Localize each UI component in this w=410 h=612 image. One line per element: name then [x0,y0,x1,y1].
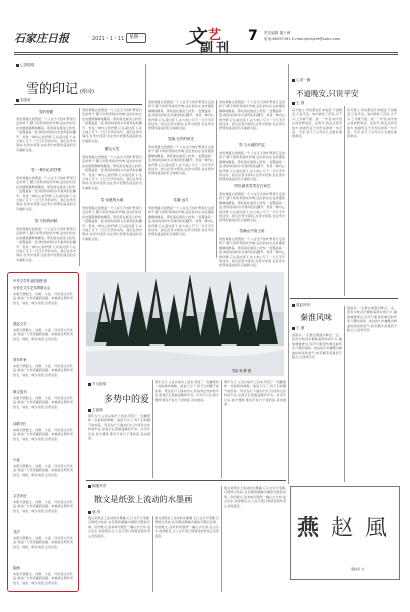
section-tag-mid-2: 翰墨丹青 [88,484,106,489]
article-title-right: 不道晚安,只说平安 [296,88,358,99]
mid2-col-3 [224,486,286,592]
col-divider [344,306,345,482]
body-text: 散文是纸张上流动的水墨画,它以文字为笔墨,以情感为色彩,在有限的篇幅中描绘无限的意境。好的散文,读来如同观赏一幅山水长卷,远山近水,浓淡相宜,让人在字里行间感受到作者心灵的温度。 [224,486,286,590]
body-text: 到南京,一定要去秦淮河畔走一走。夜色中的河水倒映着两岸的灯火,画舫缓缓驶过,桨声灯影里仿佛还能听见六朝的余韵。街边的小吃摊飘出鸭血粉丝汤的香气,桂花糖芋苗甜而不腻,让人回味无穷。 [347,306,397,478]
section-tag-mid: 岁月留痕 [88,382,106,387]
article-title-left: 雪的印记 (组诗) [26,78,94,97]
subhead-7: 雪落·远方 [148,198,214,203]
snow-forest-image [86,272,284,376]
sidebar-text: 本版刊登散文、诗歌、小说、评论等文学作品,欢迎广大作者踊跃投稿。来稿请注明作者姓名、地址、联系电话,文责自负。 [13,292,73,318]
mid-article-col-1 [88,414,150,478]
sidebar-text: 本版刊登散文、诗歌、小说、评论等文学作品,欢迎广大作者踊跃投稿。来稿请注明作者姓名、地址、联系电话,文责自负。 [13,364,73,386]
mid-col-1 [148,100,214,260]
sidebar-line: 小说 [13,457,73,462]
page-number: 7 [248,28,258,44]
body-text: 雪的骨骼让我想起一个人在冬天的旷野里行走的样子,脚下的积雪咯吱作响,远处的村庄在炊烟里静静地睡着。那些落在屋顶上的雪,一层覆盖着一层,像是时间的书页被风轻轻翻开。雪是一种内心的抒情,它从高处落下,在大地上写下一行行无声的诗句。我们在雪中等待,在雪中回望,也在雪中把那些遥远的名字重新念起。 [219,100,285,140]
body-text: 雪的骨骼让我想起一个人在冬天的旷野里行走的样子,脚下的积雪咯吱作响,远处的村庄在炊烟里静静地睡着。那些落在屋顶上的雪,一层覆盖着一层,像是时间的书页被风轻轻翻开。雪是一种内心的抒情,它从高处落下,在大地上写下一行行无声的诗句。我们在雪中等待,在雪中回望,也在雪中把那些遥远的名字重新念起。 [82,108,142,144]
section-tag-left: 心香绵绵 [16,63,34,68]
contact-line: 电话:86597161 E-mail:sjzrbjzhf@sohu.com [264,37,340,42]
sidebar-text: 本版刊登散文、诗歌、小说、评论等文学作品,欢迎广大作者踊跃投稿。来稿请注明作者姓名、地址、联系电话,文责自负。 [13,428,73,454]
col-divider [152,380,153,478]
col-divider [152,516,153,592]
page-logo [186,22,242,54]
mid2-col-2 [155,516,219,592]
subhead-8: 雪·与大地的约定 [219,143,285,148]
sidebar-line: 散文选刊 [13,389,73,394]
sidebar-text: 本版刊登散文、诗歌、小说、评论等文学作品,欢迎广大作者踊跃投稿。来稿请注明作者姓名、地址、联系电话,文责自负。 [13,396,73,418]
article-title-mid-2: 散文是纸张上流动的水墨画 [94,494,192,505]
sidebar-text: 本版刊登散文、诗歌、小说、评论等文学作品,欢迎广大作者踊跃投稿。来稿请注明作者姓名、地址、联系电话,文责自负。 [13,500,73,526]
sidebar-text: 本版刊登散文、诗歌、小说、评论等文学作品,欢迎广大作者踊跃投稿。来稿请注明作者姓名、地址、联系电话,文责自负。 [13,464,73,490]
body-text: 每天晚上,母亲都会打来电话,不说晚安,只说平安。她问我吃了没有,冷不冷,工作累不累。我一一作答,她才放心地挂断电话。这些年,我走过很多地方,却始终走不出母亲的那一句平安。平安,是天下父母对儿女最朴素的牵挂。 [347,108,397,294]
issue-date: 2021・1・11 [92,35,124,42]
photo-caption: 雪韵 杨 柳 摄 [232,368,251,373]
mid-col-2 [219,100,285,260]
sidebar-text: 本版刊登散文、诗歌、小说、评论等文学作品,欢迎广大作者踊跃投稿。来稿请注明作者姓名、地址、联系电话,文责自负。 [13,536,73,562]
snow-forest-photo [86,272,284,376]
author-right: 王 强 [292,101,304,106]
author-mid-2: 桑 梓 [88,510,100,515]
body-text: 散文是纸张上流动的水墨画,它以文字为笔墨,以情感为色彩,在有限的篇幅中描绘无限的意境。好的散文,读来如同观赏一幅山水长卷,远山近水,浓淡相宜,让人在字里行间感受到作者心灵的温度。 [88,516,150,590]
body-text: 到南京,一定要去秦淮河畔走一走。夜色中的河水倒映着两岸的灯火,画舫缓缓驶过,桨声灯影里仿佛还能听见六朝的余韵。街边的小吃摊飘出鸭血粉丝汤的香气,桂花糖芋苗甜而不腻,让人回味无穷。 [292,333,342,479]
col-divider [288,64,289,484]
body-text: 雪的骨骼让我想起一个人在冬天的旷野里行走的样子,脚下的积雪咯吱作响,远处的村庄在炊烟里静静地睡着。那些落在屋顶上的雪,一层覆盖着一层,像是时间的书页被风轻轻翻开。雪是一种内心的抒情,它从高处落下,在大地上写下一行行无声的诗句。我们在雪中等待,在雪中回望,也在雪中把那些遥远的名字重新念起。 [16,117,76,165]
masthead [14,28,398,50]
right2-col-2 [347,306,397,482]
col-divider [221,380,222,478]
sidebar-line: 石家庄文学艺术界联合会 [13,285,73,290]
body-text: 雪的骨骼让我想起一个人在冬天的旷野里行走的样子,脚下的积雪咯吱作响,远处的村庄在炊烟里静静地睡着。那些落在屋顶上的雪,一层覆盖着一层,像是时间的书页被风轻轻翻开。雪是一种内心的抒情,它从高处落下,在大地上写下一行行无声的诗句。我们在雪中等待,在雪中回望,也在雪中把那些遥远的名字重新念起。 [148,100,214,134]
sidebar-line: 绘画 [13,565,73,570]
subhead-6: 雪落·无声的时光 [148,137,214,142]
body-text: 那年冬天,父亲从集市上回来,带回了一包糖果和一双崭新的棉鞋。他说天冷了,孩子们的脚不能冻着。母亲在灯下缝补旧衣,针线穿过布料的声音,是我记忆里最温暖的声音。许多年以后,我才懂得,那些平常日子里的爱,其实最深。 [88,414,150,476]
sidebar-content [13,278,73,586]
body-text: 那年冬天,父亲从集市上回来,带回了一包糖果和一双崭新的棉鞋。他说天冷了,孩子们的脚不能冻着。母亲在灯下缝补旧衣,针线穿过布料的声音,是我记忆里最温暖的声音。许多年以后,我才懂得,那些平常日子里的爱,其实最深。 [155,380,219,476]
left-col-1 [16,108,76,268]
sidebar-line: 书法 [13,529,73,534]
body-text: 雪的骨骼让我想起一个人在冬天的旷野里行走的样子,脚下的积雪咯吱作响,远处的村庄在炊烟里静静地睡着。那些落在屋顶上的雪,一层覆盖着一层,像是时间的书页被风轻轻翻开。雪是一种内心的抒情,它从高处落下,在大地上写下一行行无声的诗句。我们在雪中等待,在雪中回望,也在雪中把那些遥远的名字重新念起。 [219,237,285,263]
sidebar-line: 文艺评论 [13,493,73,498]
paper-name: 石家庄日报 [14,30,69,46]
logo-char-1: 文 [186,22,205,49]
subhead-1: 雪的骨骼 [16,110,76,115]
body-text: 散文是纸张上流动的水墨画,它以文字为笔墨,以情感为色彩,在有限的篇幅中描绘无限的意境。好的散文,读来如同观赏一幅山水长卷,远山近水,浓淡相宜,让人在字里行间感受到作者心灵的温度。 [155,516,219,590]
editor-line: 责任编辑 董子洲 [264,31,290,36]
calligraphy-box [290,486,400,580]
subhead-4: 鹅毛大雪 [82,147,142,152]
article-title-mid: 多势中的爱 [104,392,149,405]
body-text: 雪的骨骼让我想起一个人在冬天的旷野里行走的样子,脚下的积雪咯吱作响,远处的村庄在炊烟里静静地睡着。那些落在屋顶上的雪,一层覆盖着一层,像是时间的书页被风轻轻翻开。雪是一种内心的抒情,它从高处落下,在大地上写下一行行无声的诗句。我们在雪中等待,在雪中回望,也在雪中把那些遥远的名字重新念起。 [16,176,76,216]
author-right-2: 王 蕾 [292,326,304,331]
sidebar-line: 中华文学作品的组织者 [13,278,73,283]
mid2-col-1 [88,516,150,592]
sidebar-line: 燕赵文学 [13,321,73,326]
mid-article-col-3 [224,380,286,478]
body-text: 雪的骨骼让我想起一个人在冬天的旷野里行走的样子,脚下的积雪咯吱作响,远处的村庄在炊烟里静静地睡着。那些落在屋顶上的雪,一层覆盖着一层,像是时间的书页被风轻轻翻开。雪是一种内心的抒情,它从高处落下,在大地上写下一行行无声的诗句。我们在雪中等待,在雪中回望,也在雪中把那些遥远的名字重新念起。 [219,192,285,226]
col-divider [221,486,222,592]
subhead-9: 中国,最美雪景在石家庄 [219,184,285,189]
mid-article-col-2 [155,380,219,478]
calligraphy-char-2: 赵 [331,511,353,542]
col-divider [344,106,345,296]
section-tag-right: 心香一瓣 [292,78,310,83]
sidebar-text: 本版刊登散文、诗歌、小说、评论等文学作品,欢迎广大作者踊跃投稿。来稿请注明作者姓名、地址、联系电话,文责自负。 [13,328,73,354]
sidebar-text: 本版刊登散文、诗歌、小说、评论等文学作品,欢迎广大作者踊跃投稿。来稿请注明作者姓名、地址、联系电话,文责自负。 [13,572,73,612]
subhead-3: 雪·与你的问候 [16,219,76,224]
right-col-2 [347,108,397,298]
calligraphy-char-3: 風 [365,511,387,542]
logo-char-4: 刊 [216,37,229,56]
body-text: 雪的骨骼让我想起一个人在冬天的旷野里行走的样子,脚下的积雪咯吱作响,远处的村庄在炊烟里静静地睡着。那些落在屋顶上的雪,一层覆盖着一层,像是时间的书页被风轻轻翻开。雪是一种内心的抒情,它从高处落下,在大地上写下一行行无声的诗句。我们在雪中等待,在雪中回望,也在雪中把那些遥远的名字重新念起。 [82,155,142,195]
header-rule [14,52,398,53]
sidebar-line: 诗歌专栏 [13,421,73,426]
calligraphy-char-1: 燕 [297,511,319,542]
logo-char-3: 副 [200,37,213,56]
body-text: 每天晚上,母亲都会打来电话,不说晚安,只说平安。她问我吃了没有,冷不冷,工作累不累。我一一作答,她才放心地挂断电话。这些年,我走过很多地方,却始终走不出母亲的那一句平安。平安,是天下父母对儿女最朴素的牵挂。 [292,108,342,294]
author-left: 刘清泉 [16,98,31,103]
subhead-5: 雪·诗意的大地 [82,198,142,203]
col-divider [79,108,80,266]
body-text: 雪的骨骼让我想起一个人在冬天的旷野里行走的样子,脚下的积雪咯吱作响,远处的村庄在炊烟里静静地睡着。那些落在屋顶上的雪,一层覆盖着一层,像是时间的书页被风轻轻翻开。雪是一种内心的抒情,它从高处落下,在大地上写下一行行无声的诗句。我们在雪中等待,在雪中回望,也在雪中把那些遥远的名字重新念起。 [219,151,285,181]
body-text: 雪的骨骼让我想起一个人在冬天的旷野里行走的样子,脚下的积雪咯吱作响,远处的村庄在炊烟里静静地睡着。那些落在屋顶上的雪,一层覆盖着一层,像是时间的书页被风轻轻翻开。雪是一种内心的抒情,它从高处落下,在大地上写下一行行无声的诗句。我们在雪中等待,在雪中回望,也在雪中把那些遥远的名字重新念起。 [16,227,76,267]
body-text: 雪的骨骼让我想起一个人在冬天的旷野里行走的样子,脚下的积雪咯吱作响,远处的村庄在炊烟里静静地睡着。那些落在屋顶上的雪,一层覆盖着一层,像是时间的书页被风轻轻翻开。雪是一种内心的抒情,它从高处落下,在大地上写下一行行无声的诗句。我们在雪中等待,在雪中回望,也在雪中把那些遥远的名字重新念起。 [82,206,142,260]
left-col-2 [82,108,142,268]
author-mid: 王福林 [88,408,103,413]
body-text: 那年冬天,父亲从集市上回来,带回了一包糖果和一双崭新的棉鞋。他说天冷了,孩子们的脚不能冻着。母亲在灯下缝补旧衣,针线穿过布料的声音,是我记忆里最温暖的声音。许多年以后,我才懂得,那些平常日子里的爱,其实最深。 [224,380,286,476]
body-text: 雪的骨骼让我想起一个人在冬天的旷野里行走的样子,脚下的积雪咯吱作响,远处的村庄在炊烟里静静地睡着。那些落在屋顶上的雪,一层覆盖着一层,像是时间的书页被风轻轻翻开。雪是一种内心的抒情,它从高处落下,在大地上写下一行行无声的诗句。我们在雪中等待,在雪中回望,也在雪中把那些遥远的名字重新念起。 [148,145,214,195]
right-col-1 [292,108,342,298]
calligraphy-signature: 燕赵风 书 [351,567,364,571]
article-title-right-2: 秦淮风味 [300,312,332,323]
subhead-10: 雪满山中高士卧 [219,229,285,234]
sidebar-line: 青年作家 [13,357,73,362]
subhead-2: 雪·一种内心的抒情 [16,168,76,173]
weekday-badge: 星期一 [126,33,146,43]
section-tag-right-2: 燕赵风华 [292,303,310,308]
body-text: 雪的骨骼让我想起一个人在冬天的旷野里行走的样子,脚下的积雪咯吱作响,远处的村庄在炊烟里静静地睡着。那些落在屋顶上的雪,一层覆盖着一层,像是时间的书页被风轻轻翻开。雪是一种内心的抒情,它从高处落下,在大地上写下一行行无声的诗句。我们在雪中等待,在雪中回望,也在雪中把那些遥远的名字重新念起。 [148,206,214,258]
col-divider [216,100,217,258]
logo-char-2: 艺 [208,24,221,43]
right2-col-1 [292,333,342,483]
